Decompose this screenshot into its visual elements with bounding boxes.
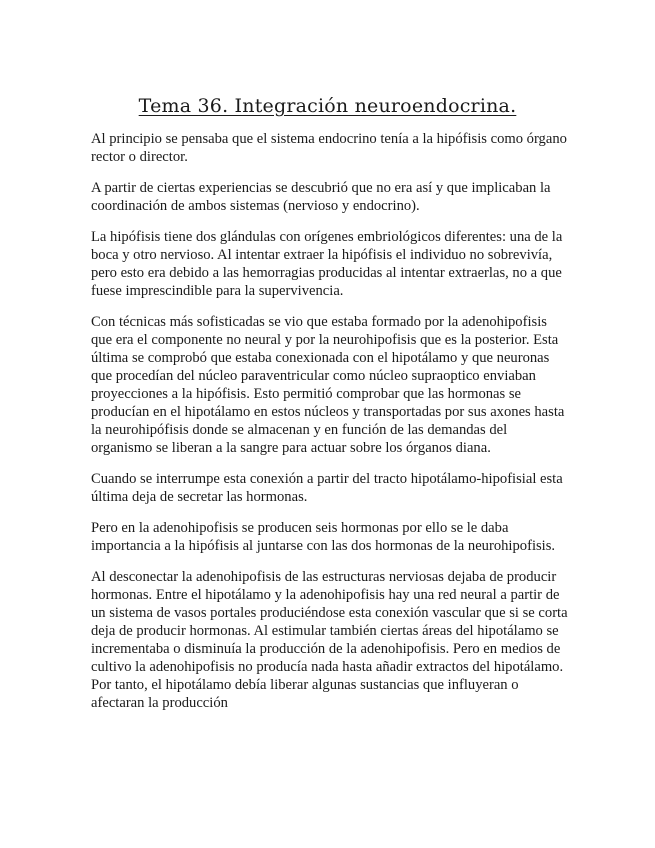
- document-body: [91, 130, 569, 725]
- paragraph: Con técnicas más sofisticadas se vio que estaba formado por la adenohipofisis que era el componente no neural y por la neurohipofisis que es la posterior. Esta última se comprobó que estaba conexionada con el hipotálamo y que neuronas que procedían del núcleo paraventricular como núcleo supraoptico enviaban proyecciones a la hipófisis. Esto permitió comprobar que las hormonas se producían en el hipotálamo en estos núcleos y transportadas por sus axones hasta la neurohipófisis donde se almacenan y en función de las demandas del organismo se liberan a la sangre para actuar sobre los órganos diana.: [91, 314, 565, 456]
- paragraph: La hipófisis tiene dos glándulas con orígenes embriológicos diferentes: una de la boca y otro nervioso. Al intentar extraer la hipófisis el individuo no sobrevivía, pero esto era debido a las hemorragias producidas al intentar extraerlas, no a que fuese imprescindible para la supervivencia.: [91, 229, 563, 299]
- paragraph: Al principio se pensaba que el sistema endocrino tenía a la hipófisis como órgano rector o director.: [91, 131, 567, 165]
- paragraph: Cuando se interrumpe esta conexión a partir del tracto hipotálamo-hipofisial esta última deja de secretar las hormonas.: [91, 471, 563, 505]
- paragraph: Pero en la adenohipofisis se producen seis hormonas por ello se le daba importancia a la hipófisis al juntarse con las dos hormonas de la neurohipofisis.: [91, 520, 556, 554]
- paragraph: Al desconectar la adenohipofisis de las estructuras nerviosas dejaba de producir hormonas. Entre el hipotálamo y la adenohipofisis hay una red neural a partir de un sistema de vasos portales produciéndose esta conexión vascular que si se corta deja de producir hormonas. Al estimular también ciertas áreas del hipotálamo se incrementaba o disminuía la producción de la adenohipofisis. Pero en medios de cultivo la adenohipofisis no producía nada hasta añadir extractos del hipotálamo. Por tanto, el hipotálamo debía liberar algunas sustancias que influyeran o afectaran la producción: [91, 569, 568, 711]
- paragraph: A partir de ciertas experiencias se descubrió que no era así y que implicaban la coordinación de ambos sistemas (nervioso y endocrino).: [91, 180, 551, 214]
- document-title: Tema 36. Integración neuroendocrina.: [138, 95, 517, 117]
